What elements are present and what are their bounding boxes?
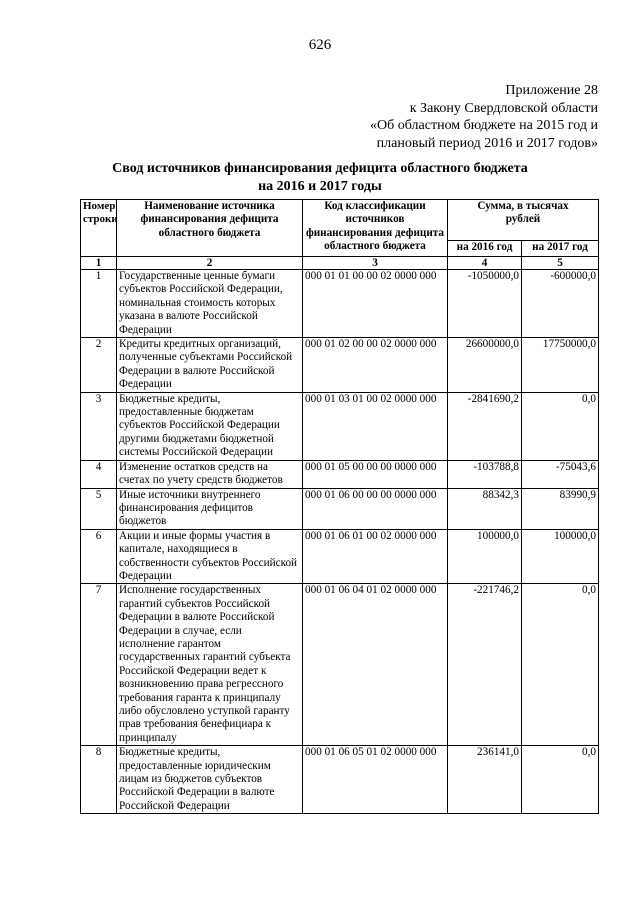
row-classification-code: 000 01 03 01 00 02 0000 000 [303,392,448,460]
column-index-row [81,257,599,270]
row-amount-2016: -103788,8 [448,460,522,488]
row-amount-2017: -600000,0 [522,270,599,338]
row-amount-2017: 0,0 [522,746,599,814]
row-source-name: Иные источники внутреннего финансирования дефицитов бюджетов [117,488,303,529]
row-amount-2017: 83990,9 [522,488,599,529]
column-index: 1 [81,257,117,270]
row-number: 4 [81,460,117,488]
header-name: Наименование источника финансирования дефицита областного бюджета [117,200,303,257]
row-source-name: Государственные ценные бумаги субъектов Российской Федерации, номинальная стоимость которых указана в валюте Российской Федерации [117,270,303,338]
header-number: Номер строки [81,200,117,257]
table-row [81,270,599,338]
row-classification-code: 000 01 06 00 00 00 0000 000 [303,488,448,529]
row-amount-2016: 236141,0 [448,746,522,814]
title-line: на 2016 и 2017 годы [258,178,382,194]
row-source-name: Бюджетные кредиты, предоставленные бюджетам субъектов Российской Федерации другими бюджетами бюджетной системы Российской Федерации [117,392,303,460]
header-row [81,200,599,241]
table-row [81,460,599,488]
row-source-name: Кредиты кредитных организаций, полученные субъектами Российской Федерации в валюте Российской Федерации [117,338,303,393]
row-classification-code: 000 01 06 04 01 02 0000 000 [303,584,448,746]
row-amount-2016: -221746,2 [448,584,522,746]
row-amount-2017: -75043,6 [522,460,599,488]
appendix-note [370,82,598,152]
column-index: 4 [448,257,522,270]
title-line: Свод источников финансирования дефицита областного бюджета [112,161,528,176]
appendix-line: Приложение 28 [505,83,598,98]
header-year-2016: на 2016 год [448,241,522,257]
row-amount-2017: 17750000,0 [522,338,599,393]
table-row [81,746,599,814]
table-row [81,392,599,460]
row-amount-2017: 0,0 [522,584,599,746]
row-number: 7 [81,584,117,746]
row-source-name: Акции и иные формы участия в капитале, находящиеся в собственности субъектов Российской Федерации [117,529,303,584]
column-index: 3 [303,257,448,270]
header-code: Код классификации источников финансирования дефицита областного бюджета [303,200,448,257]
table-row [81,529,599,584]
table-row [81,488,599,529]
row-amount-2017: 0,0 [522,392,599,460]
row-number: 3 [81,392,117,460]
row-amount-2016: -2841690,2 [448,392,522,460]
document-title [0,160,640,195]
row-amount-2016: -1050000,0 [448,270,522,338]
page-number: 626 [308,37,332,53]
row-number: 1 [81,270,117,338]
table-body [81,270,599,814]
appendix-line: «Об областном бюджете на 2015 год и [370,118,598,133]
row-number: 8 [81,746,117,814]
row-source-name: Изменение остатков средств на счетах по учету средств бюджетов [117,460,303,488]
column-index: 5 [522,257,599,270]
row-amount-2017: 100000,0 [522,529,599,584]
appendix-line: к Закону Свердловской области [409,100,598,116]
row-number: 5 [81,488,117,529]
row-amount-2016: 88342,3 [448,488,522,529]
row-amount-2016: 26600000,0 [448,338,522,393]
table-row [81,584,599,746]
row-number: 6 [81,529,117,584]
row-source-name: Исполнение государственных гарантий субъектов Российской Федерации в валюте Российской Федерации в случае, если исполнение гарантом государственных гарантий субъекта Российской Федерации ведет к возникновению права регрессного требования гаранта к принципалу либо обусловлено уступкой гаранту прав требования бенефициара к принципалу [117,584,303,746]
row-source-name: Бюджетные кредиты, предоставленные юридическим лицам из бюджетов субъектов Российской Федерации в валюте Российской Федерации [117,746,303,814]
row-classification-code: 000 01 05 00 00 00 0000 000 [303,460,448,488]
row-classification-code: 000 01 06 05 01 02 0000 000 [303,746,448,814]
appendix-line: плановый период 2016 и 2017 годов» [376,135,598,151]
column-index: 2 [117,257,303,270]
row-number: 2 [81,338,117,393]
row-classification-code: 000 01 02 00 00 02 0000 000 [303,338,448,393]
budget-sources-table [80,199,599,814]
row-amount-2016: 100000,0 [448,529,522,584]
table-row [81,338,599,393]
table-header [81,200,599,270]
row-classification-code: 000 01 06 01 00 02 0000 000 [303,529,448,584]
row-classification-code: 000 01 01 00 00 02 0000 000 [303,270,448,338]
header-year-2017: на 2017 год [522,241,599,257]
header-sum: Сумма, в тысячах рублей [448,200,599,241]
